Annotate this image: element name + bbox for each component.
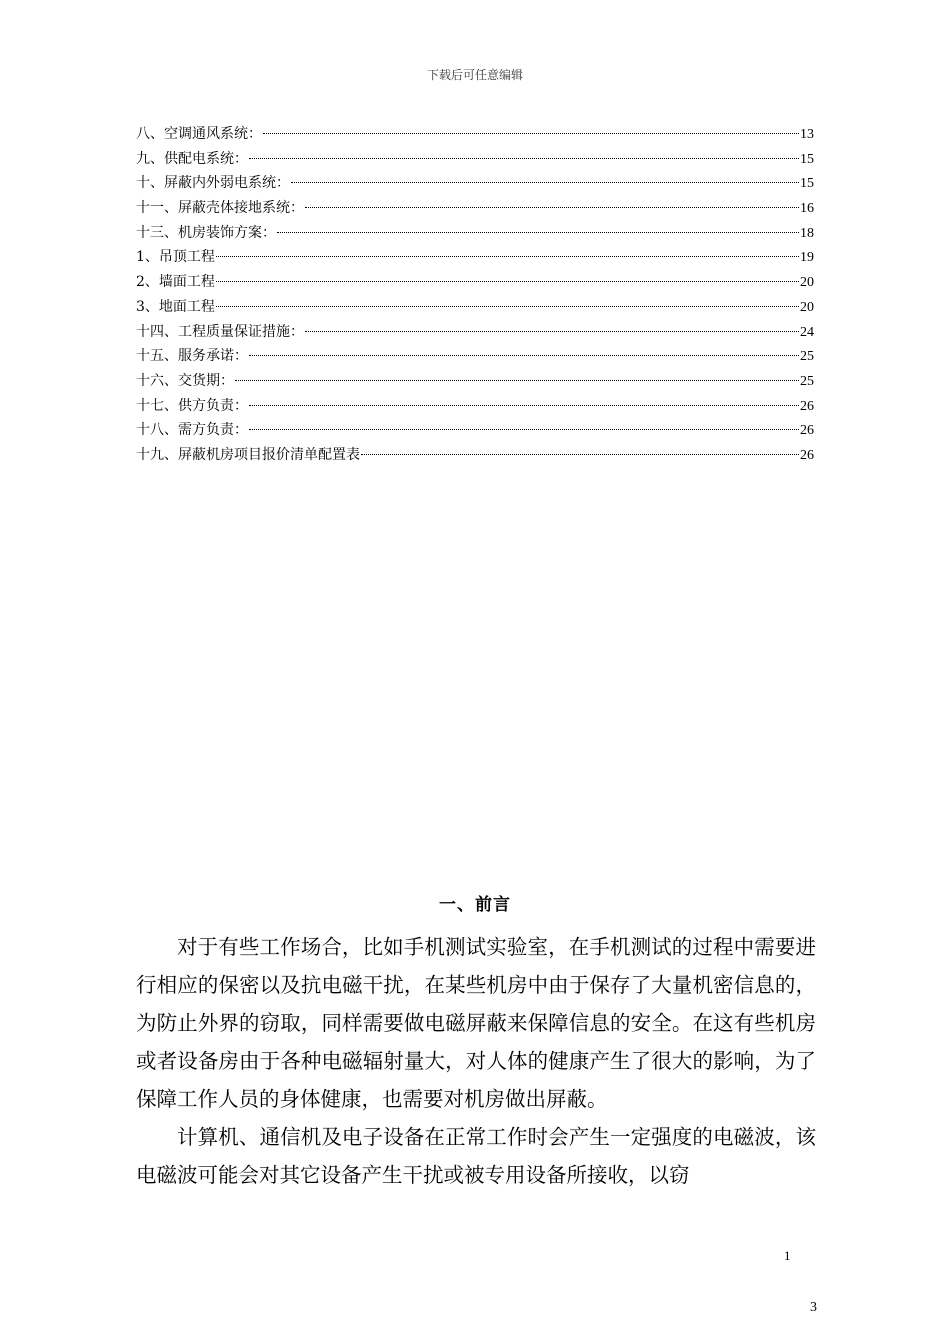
toc-entry-label: 2、墙面工程 bbox=[136, 274, 215, 291]
toc-entry[interactable] bbox=[136, 320, 814, 345]
toc-entry-label: 十七、供方负责： bbox=[136, 397, 248, 414]
toc-leader-dots bbox=[277, 232, 799, 233]
toc-entry[interactable] bbox=[136, 344, 814, 369]
toc-leader-dots bbox=[216, 306, 799, 307]
toc-leader-dots bbox=[235, 380, 799, 381]
toc-entry-page: 16 bbox=[800, 201, 814, 217]
toc-entry-page: 25 bbox=[800, 373, 814, 389]
section-body bbox=[136, 928, 816, 1194]
toc-leader-dots bbox=[216, 281, 799, 282]
toc-entry-label: 3、地面工程 bbox=[136, 298, 215, 315]
table-of-contents bbox=[136, 122, 814, 468]
toc-leader-dots bbox=[305, 331, 799, 332]
toc-entry-label: 十六、交货期： bbox=[136, 372, 234, 389]
toc-entry-page: 24 bbox=[800, 324, 814, 340]
toc-entry[interactable] bbox=[136, 245, 814, 270]
toc-entry-label: 十四、工程质量保证措施： bbox=[136, 323, 304, 340]
toc-entry-label: 1、吊顶工程 bbox=[136, 249, 215, 266]
toc-entry[interactable] bbox=[136, 443, 814, 468]
toc-entry-label: 十一、屏蔽壳体接地系统： bbox=[136, 200, 304, 217]
toc-entry[interactable] bbox=[136, 221, 814, 246]
toc-entry-page: 13 bbox=[800, 127, 814, 142]
toc-entry[interactable] bbox=[136, 196, 814, 221]
toc-leader-dots bbox=[249, 429, 799, 430]
toc-entry[interactable] bbox=[136, 418, 814, 443]
toc-leader-dots bbox=[263, 133, 799, 134]
toc-entry-label: 八、空调通风系统： bbox=[136, 126, 262, 142]
toc-entry-page: 20 bbox=[800, 299, 814, 315]
toc-entry-page: 26 bbox=[800, 398, 814, 414]
toc-entry-page: 26 bbox=[800, 447, 814, 463]
toc-entry-label: 十八、需方负责： bbox=[136, 422, 248, 439]
toc-entry-page: 26 bbox=[800, 423, 814, 439]
toc-leader-dots bbox=[291, 182, 799, 183]
page-number: 1 bbox=[784, 1248, 791, 1263]
body-paragraph: 计算机、通信机及电子设备在正常工作时会产生一定强度的电磁波，该电磁波可能会对其它设备产生干扰或被专用设备所接收，以窃 bbox=[136, 1125, 816, 1187]
toc-entry[interactable] bbox=[136, 369, 814, 394]
toc-entry-page: 15 bbox=[800, 151, 814, 167]
toc-leader-dots bbox=[249, 405, 799, 406]
toc-entry[interactable] bbox=[136, 147, 814, 172]
toc-entry-label: 十五、服务承诺： bbox=[136, 348, 248, 365]
toc-entry-label: 十九、屏蔽机房项目报价清单配置表 bbox=[136, 446, 360, 463]
toc-entry-label: 十、屏蔽内外弱电系统： bbox=[136, 175, 290, 192]
toc-leader-dots bbox=[216, 256, 799, 257]
toc-entry[interactable] bbox=[136, 122, 814, 147]
toc-entry-page: 19 bbox=[800, 250, 814, 266]
toc-entry[interactable] bbox=[136, 270, 814, 295]
body-paragraph: 对于有些工作场合，比如手机测试实验室，在手机测试的过程中需要进行相应的保密以及抗电磁干扰，在某些机房中由于保存了大量机密信息的，为防止外界的窃取，同样需要做电磁屏蔽来保障信息的安全。在这有些机房或者设备房由于各种电磁辐射量大，对人体的健康产生了很大的影响，为了保障工作人员的身体健康，也需要对机房做出屏蔽。 bbox=[136, 935, 816, 1111]
toc-leader-dots bbox=[249, 158, 799, 159]
toc-entry-page: 15 bbox=[800, 176, 814, 192]
section-heading: 一、前言 bbox=[439, 895, 511, 915]
toc-entry-page: 25 bbox=[800, 349, 814, 365]
toc-leader-dots bbox=[361, 454, 799, 455]
toc-entry-label: 十三、机房装饰方案： bbox=[136, 224, 276, 241]
page-number-outer: 3 bbox=[810, 1300, 817, 1315]
toc-entry-page: 18 bbox=[800, 225, 814, 241]
toc-entry[interactable] bbox=[136, 295, 814, 320]
toc-entry-page: 20 bbox=[800, 275, 814, 291]
toc-leader-dots bbox=[249, 355, 799, 356]
toc-entry-label: 九、供配电系统： bbox=[136, 150, 248, 167]
toc-entry[interactable] bbox=[136, 171, 814, 196]
toc-entry[interactable] bbox=[136, 394, 814, 419]
toc-leader-dots bbox=[305, 207, 799, 208]
header-note: 下载后可任意编辑 bbox=[426, 68, 523, 82]
